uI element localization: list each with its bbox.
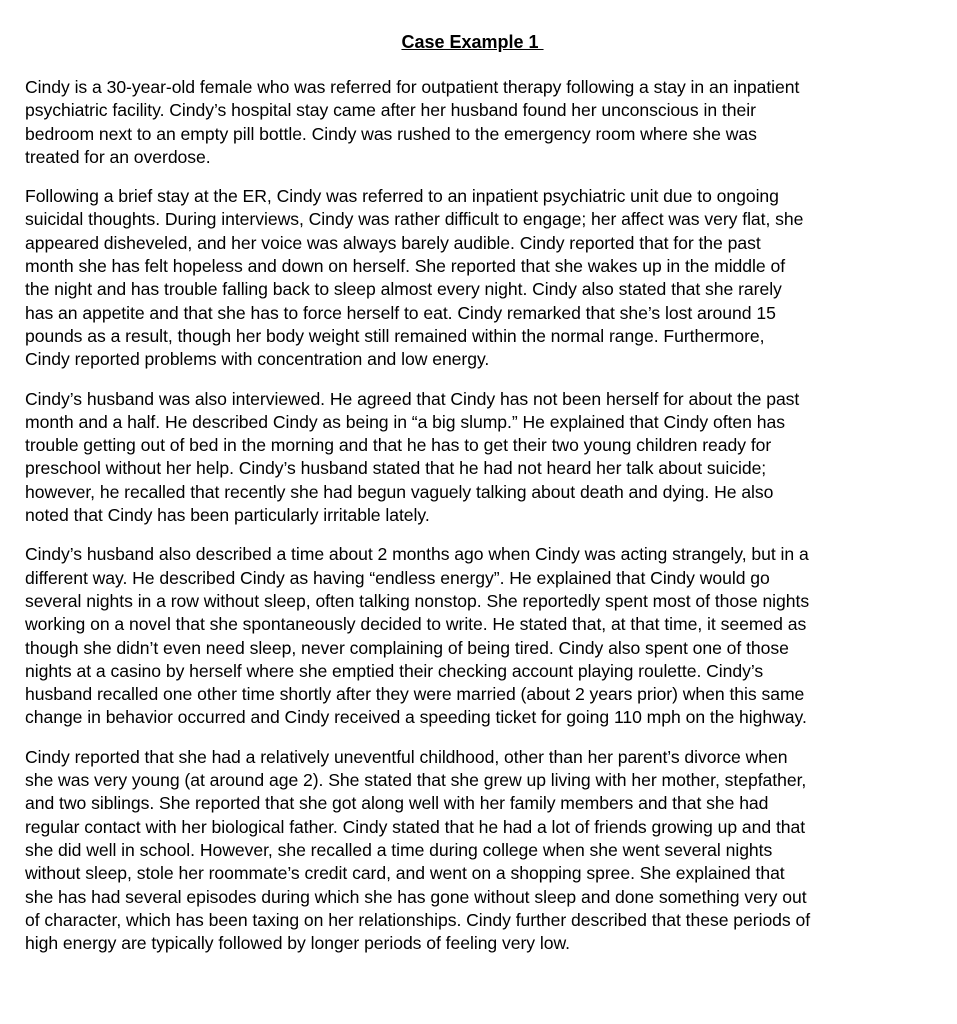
- paragraph-line: psychiatric facility. Cindy’s hospital stay came after her husband found her unconscious in their: [25, 100, 756, 121]
- document-page: [25, 30, 920, 971]
- paragraph-line: she did well in school. However, she recalled a time during college when she went several nights: [25, 839, 773, 860]
- paragraph-line: preschool without her help. Cindy’s husband stated that he had not heard her talk about suicide;: [25, 458, 767, 479]
- paragraph-line: and two siblings. She reported that she got along well with her family members and that she had: [25, 793, 769, 814]
- paragraph-line: working on a novel that she spontaneously decided to write. He stated that, at that time, it seemed as: [25, 614, 807, 635]
- paragraph-1: [25, 76, 920, 169]
- document-title-text: Case Example 1: [401, 32, 544, 52]
- paragraph-line: trouble getting out of bed in the morning and that he has to get their two young children ready for: [25, 435, 772, 456]
- paragraph-line: regular contact with her biological father. Cindy stated that he had a lot of friends growing up and that: [25, 816, 806, 837]
- paragraph-line: treated for an overdose.: [25, 146, 211, 167]
- paragraph-line: however, he recalled that recently she had begun vaguely talking about death and dying. He also: [25, 481, 774, 502]
- paragraph-line: though she didn’t even need sleep, never complaining of being tired. Cindy also spent one of those: [25, 637, 789, 658]
- paragraph-line: Cindy’s husband was also interviewed. He agreed that Cindy has not been herself for about the past: [25, 388, 800, 409]
- paragraph-line: month she has felt hopeless and down on herself. She reported that she wakes up in the middle of: [25, 256, 786, 277]
- paragraph-line: change in behavior occurred and Cindy received a speeding ticket for going 110 mph on the highway.: [25, 707, 807, 728]
- paragraph-line: nights at a casino by herself where she emptied their checking account playing roulette. Cindy’s: [25, 660, 764, 681]
- paragraph-line: Following a brief stay at the ER, Cindy was referred to an inpatient psychiatric unit due to ongoing: [25, 186, 779, 207]
- paragraph-line: several nights in a row without sleep, often talking nonstop. She reportedly spent most of those nights: [25, 590, 810, 611]
- paragraph-4: [25, 543, 920, 729]
- paragraph-line: husband recalled one other time shortly after they were married (about 2 years prior) when this same: [25, 684, 805, 705]
- paragraph-line: noted that Cindy has been particularly irritable lately.: [25, 505, 430, 526]
- document-title: [25, 30, 920, 54]
- paragraph-line: she has had several episodes during which she has gone without sleep and done something very out: [25, 886, 807, 907]
- paragraph-line: suicidal thoughts. During interviews, Cindy was rather difficult to engage; her affect was very flat, she: [25, 209, 804, 230]
- paragraph-line: of character, which has been taxing on her relationships. Cindy further described that these periods of: [25, 909, 811, 930]
- paragraph-line: Cindy’s husband also described a time about 2 months ago when Cindy was acting strangely, but in a: [25, 544, 809, 565]
- paragraph-line: appeared disheveled, and her voice was always barely audible. Cindy reported that for the past: [25, 232, 761, 253]
- paragraph-2: [25, 185, 920, 371]
- paragraph-line: different way. He described Cindy as having “endless energy”. He explained that Cindy would go: [25, 567, 770, 588]
- paragraph-line: without sleep, stole her roommate’s credit card, and went on a shopping spree. She explained that: [25, 863, 785, 884]
- paragraph-line: month and a half. He described Cindy as being in “a big slump.” He explained that Cindy often has: [25, 411, 785, 432]
- paragraph-line: bedroom next to an empty pill bottle. Cindy was rushed to the emergency room where she was: [25, 123, 757, 144]
- paragraph-line: has an appetite and that she has to force herself to eat. Cindy remarked that she’s lost around 15: [25, 302, 776, 323]
- paragraph-line: Cindy reported problems with concentration and low energy.: [25, 349, 490, 370]
- paragraph-5: [25, 746, 920, 956]
- paragraph-line: the night and has trouble falling back to sleep almost every night. Cindy also stated that she rarely: [25, 279, 782, 300]
- paragraph-line: high energy are typically followed by longer periods of feeling very low.: [25, 933, 570, 954]
- paragraph-3: [25, 388, 920, 528]
- paragraph-line: Cindy reported that she had a relatively uneventful childhood, other than her parent’s divorce when: [25, 746, 788, 767]
- paragraph-line: pounds as a result, though her body weight still remained within the normal range. Furthermore,: [25, 325, 765, 346]
- paragraph-line: Cindy is a 30-year-old female who was referred for outpatient therapy following a stay in an inpatient: [25, 77, 800, 97]
- paragraph-line: she was very young (at around age 2). She stated that she grew up living with her mother, stepfather,: [25, 770, 807, 791]
